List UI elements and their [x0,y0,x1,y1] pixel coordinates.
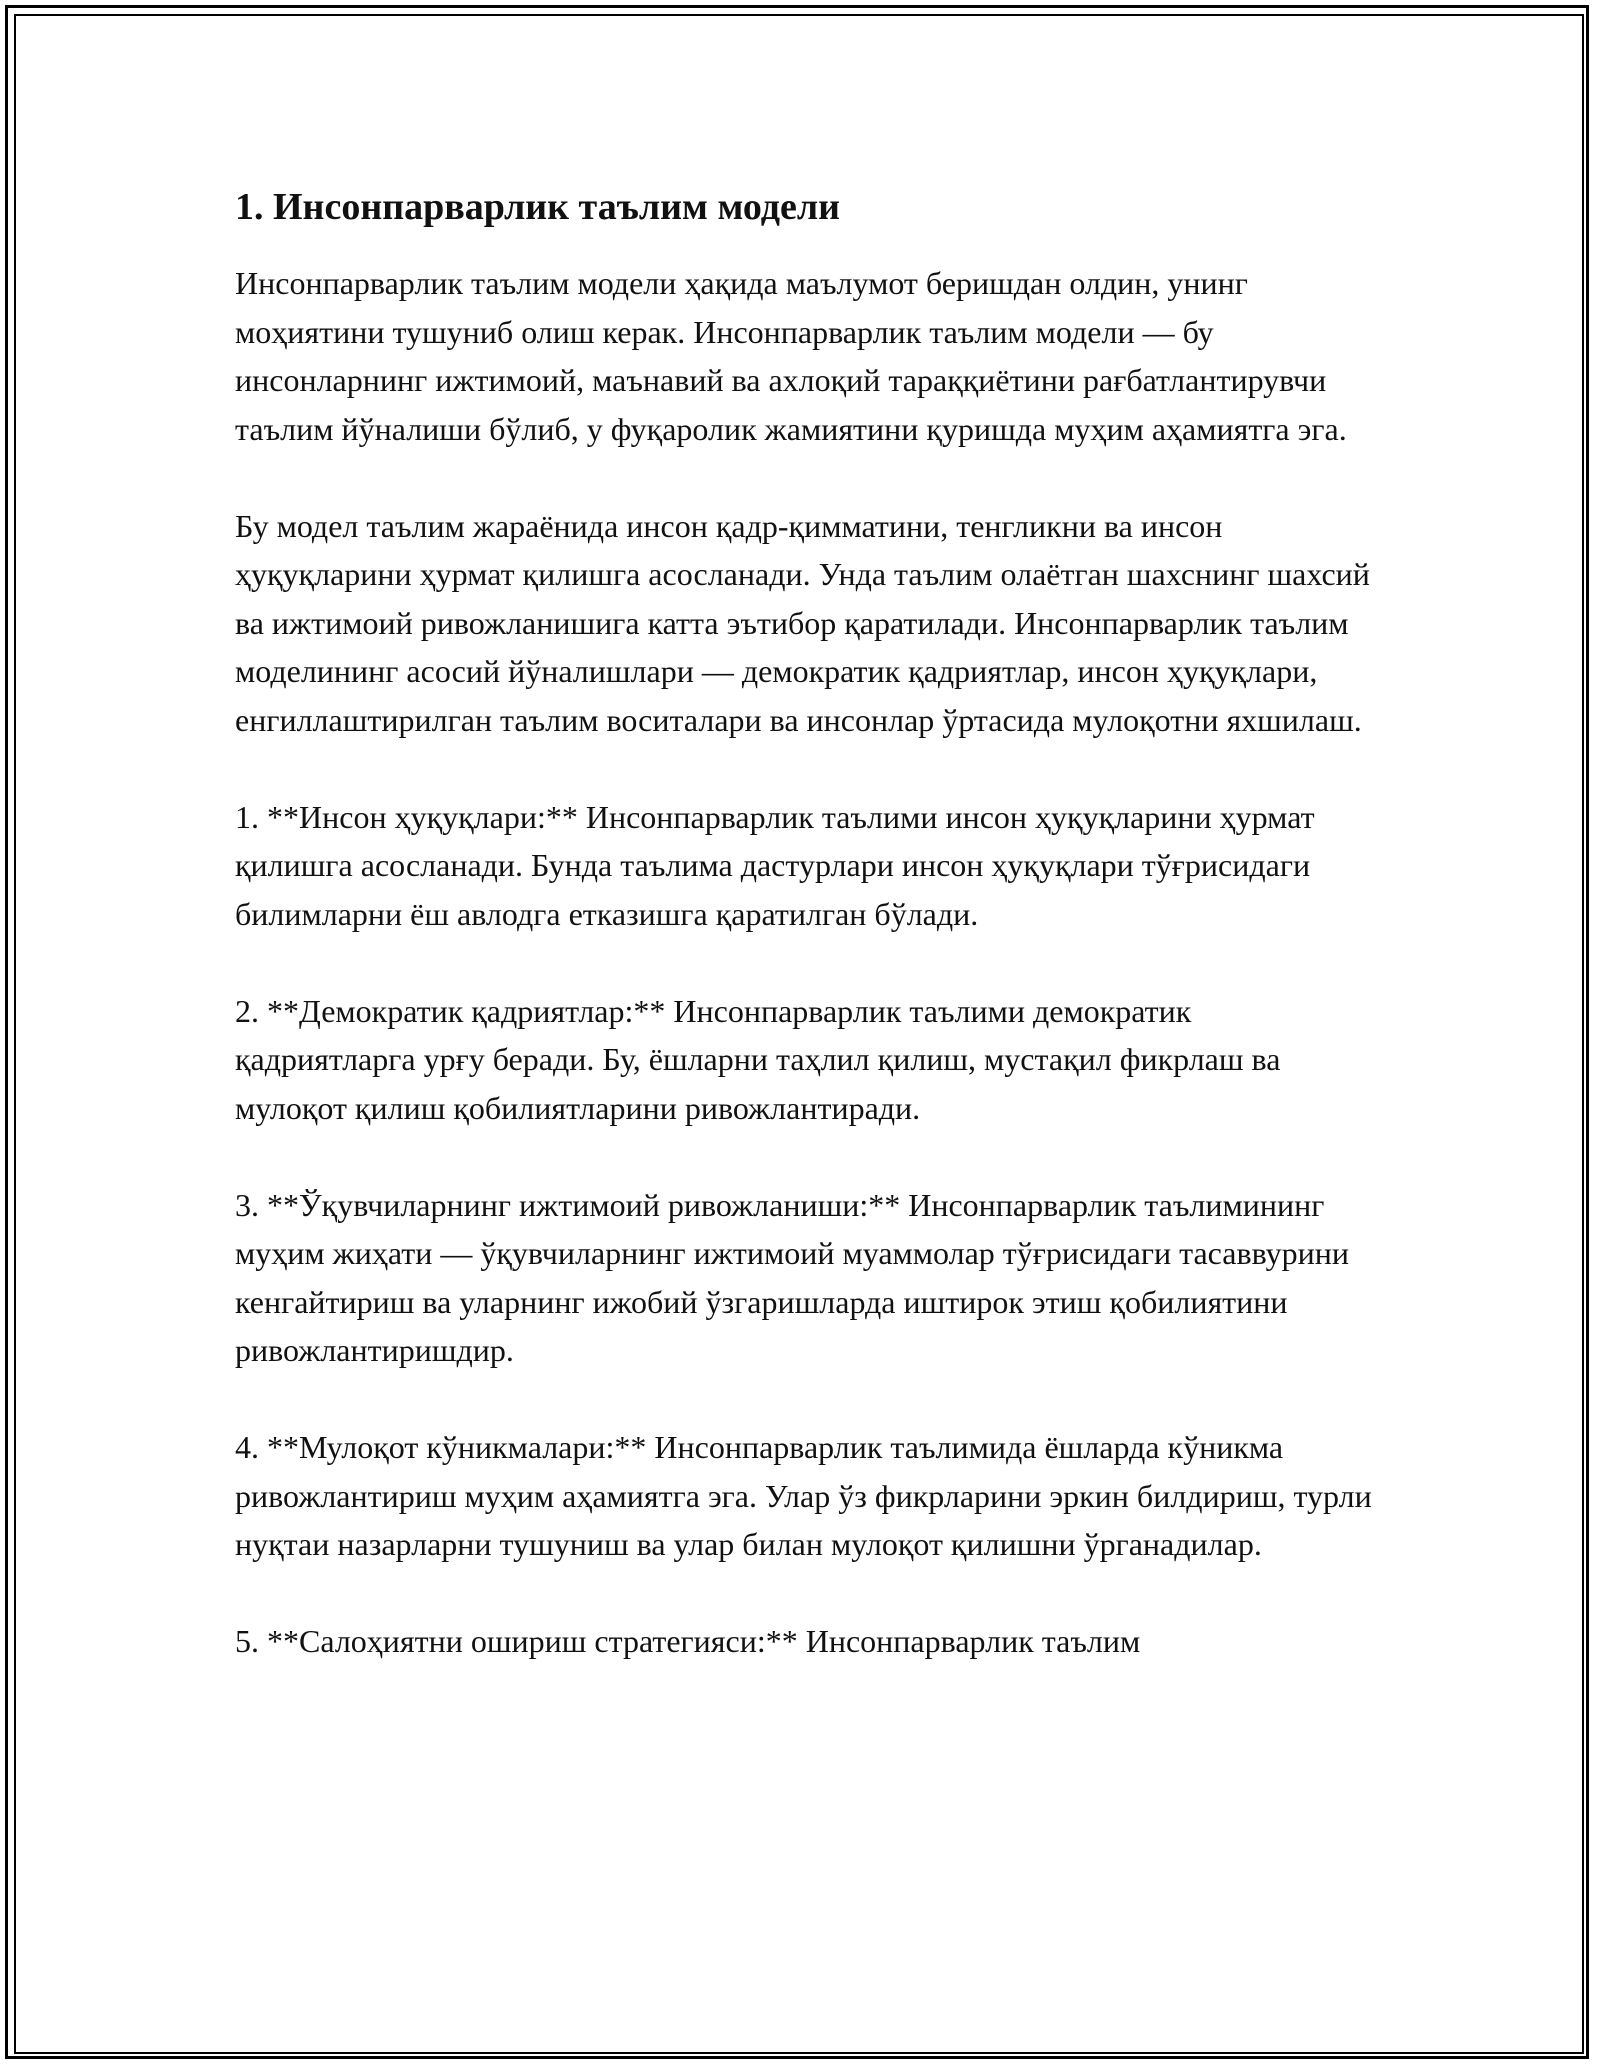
list-item-social-development: 3. **Ўқувчиларнинг ижтимоий ривожланиши:** Инсонпарварлик таълимининг муҳим жиҳати — ўқувчиларнинг ижтимоий муаммолар тўғрисидаги тасаввурини кенгайтириш ва уларнинг ижобий ўзгаришларда иштирок этиш қобилиятини ривожлантиришдир. [235,1186,1349,1368]
document-body [235,183,1375,1714]
list-item-capacity-strategy: 5. **Салоҳиятни ошириш стратегияси:** Инсонпарварлик таълим [235,1623,1141,1659]
list-item-democratic-values: 2. **Демократик қадриятлар:** Инсонпарварлик таълими демократик қадриятларга урғу беради. Бу, ёшларни таҳлил қилиш, мустақил фикрлаш ва мулоқот қилиш қобилиятларини ривожлантиради. [235,992,1281,1126]
section-heading: 1. Инсонпарварлик таълим модели [235,186,841,228]
list-item-communication-skills: 4. **Мулоқот кўникмалари:** Инсонпарварлик таълимида ёшларда кўникма ривожлантириш муҳим аҳамиятга эга. Улар ўз фикрларини эркин билдириш, турли нуқтаи назарларни тушуниш ва улар билан мулоқот қилишни ўрганадилар. [235,1429,1372,1562]
list-item-human-rights: 1. **Инсон ҳуқуқлари:** Инсонпарварлик таълими инсон ҳуқуқларини ҳурмат қилишга асосланади. Бунда таълима дастурлари инсон ҳуқуқлари тўғрисидаги билимларни ёш авлодга етказишга қаратилган бўлади. [235,798,1315,932]
paragraph-model-basis: Бу модел таълим жараёнида инсон қадр-қимматини, тенгликни ва инсон ҳуқуқларини ҳурмат қилишга асосланади. Унда таълим олаётган шахснинг шахсий ва ижтимоий ривожланишига катта эътибор қаратилади. Инсонпарварлик таълим моделининг асосий йўналишлари — демократик қадриятлар, инсон ҳуқуқлари, енгиллаштирилган таълим воситалари ва инсонлар ўртасида мулоқотни яхшилаш. [235,507,1370,738]
paragraph-intro: Инсонпарварлик таълим модели ҳақида маълумот беришдан олдин, унинг моҳиятини тушуниб олиш керак. Инсонпарварлик таълим модели — бу инсонларнинг ижтимоий, маънавий ва ахлоқий тараққиётини рағбатлантирувчи таълим йўналиши бўлиб, у фуқаролик жамиятини қуришда муҳим аҳамиятга эга. [235,265,1347,447]
